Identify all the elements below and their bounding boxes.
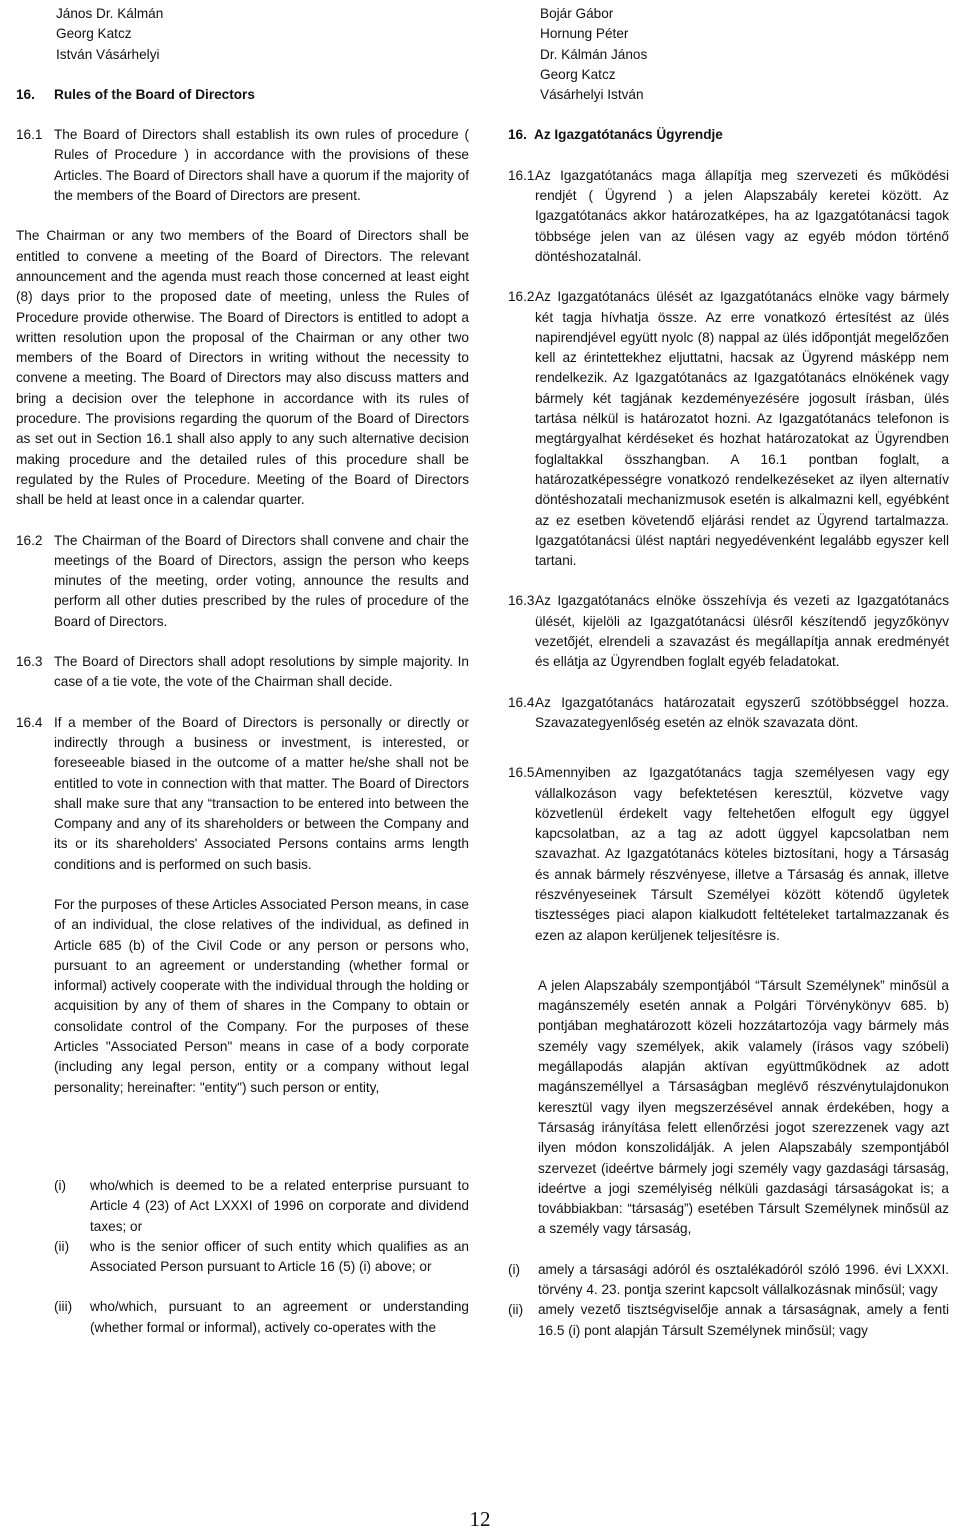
- definition-subitem: [54, 1297, 469, 1338]
- subitem-number: (ii): [54, 1238, 70, 1254]
- associated-person-definition: For the purposes of these Articles Associated Person means, in case of an individual, the close relatives of the individual, as defined in Article 685 (b) of the Civil Code or any person or persons who, pursuant to an agreement or understanding (whether formal or informal) actively cooperate with the individual through the holding or acquisition by any of them of shares in the Company to obtain or consolidate control of the Company. For the purposes of these Articles "Associated Person" means in case of a body corporate (including any legal person, entity or a company without legal personality; hereinafter: "entity") such person or entity,: [54, 896, 469, 1095]
- definition-subitem: [508, 1260, 949, 1301]
- clause-text: Az Igazgatótanács elnöke összehívja és vezeti az Igazgatótanács ülését, kijelöli az Igazgatótanácsi ülésről készítendő jegyzőkönyv vezetőjét, elrendeli a szavazást és megállapítja annak eredményét és ellátja az Ügyrendben foglalt egyéb feladatokat.: [535, 593, 949, 670]
- clause-text: If a member of the Board of Directors is personally or directly or indirectly through a business or investment, is interested, or foreseeable biased in the outcome of a matter he/she shall not be entitled to vote in connection with that matter. The Board of Directors shall make sure that any “transaction to be entered into between the Company and any of its shareholders or between the Company and its or its shareholders' Associated Persons contains arms length conditions and is performed on such basis.: [54, 714, 469, 872]
- signatory-name: János Dr. Kálmán: [56, 6, 164, 21]
- subitem-text: who/which, pursuant to an agreement or understanding (whether formal or informal), actively co-operates with the: [90, 1299, 469, 1335]
- definition-subitem: [508, 1300, 949, 1341]
- section-heading: [508, 125, 949, 145]
- signatory-name: Vásárhelyi István: [540, 87, 644, 103]
- tarsult-szemely-definition: A jelen Alapszabály szempontjából “Társult Személynek” minősül a magánszemély esetén annak a Polgári Törvénykönyv 685. b) pontjában meghatározott közeli hozzátartozója vagy bármely más személy vagy személyek, akik valamely (írásos vagy szóbeli) megállapodás alapján aktívan együttműködnek az adott magánszeméllyel a Társaságban meglévő részvénytulajdonukon keresztül vagy ilyen megszerzésével annak érdekében, hogy a Társaság irányítása felett ellenőrzési jogot szerezzenek vagy azt ilyen módon konszolidálják. A jelen Alapszabály szempontjából szervezet (ideértve bármely jogi személy vagy gazdasági társaság, ideértve a jogi személyiség nélküli gazdasági társaságokat is; a továbbiakban: “társaság”) esetében Társult Személynek minősül az a személy vagy társaság,: [538, 977, 949, 1237]
- clause-text: Az Igazgatótanács határozatait egyszerű szótöbbséggel hozza. Szavazategyenlőség esetén az elnök szavazata dönt.: [535, 694, 949, 730]
- english-column: [16, 4, 469, 1338]
- subitem-text: who is the senior officer of such entity which qualifies as an Associated Person pursuant to Article 16 (5) (i) above; or: [90, 1238, 469, 1275]
- clause-text: Az Igazgatótanács ülését az Igazgatótanács elnöke vagy bármely két tagja hívhatja össze. Az erre vonatkozó értesítést az ülés napirendjével együtt nyolc (8) nappal az ülés időpontját megelőzően kell az érintettekhez eljuttatni, hacsak az Ügyrend másképp nem rendelkezik. Az Igazgatótanács az Igazgatótanács elnökének vagy bármely két tagjának kezdeményezésére jogosult írásban, ülés tartása nélkül is határozatot hozni. Az Igazgatótanács telefonon is megtárgyalhat kérdéseket és hozhat határozatokat az Ügyrendben foglaltakkal összhangban. A 16.1 pontban foglalt, a határozatképességre vonatkozó rendelkezéseket az ilyen alternatív döntéshozatali mechanizmusok esetén is alkalmazni kell, egyébként az ez esetben követendő eljárási rendet az Ügyrend tartalmazza. Igazgatótanácsi ülést naptári negyedévenként legalább egyszer kell tartani.: [535, 289, 949, 569]
- clause-16-3: [508, 591, 949, 672]
- subitem-number: (i): [508, 1261, 521, 1277]
- signatory-name: Dr. Kálmán János: [540, 46, 648, 62]
- section-title: Rules of the Board of Directors: [54, 86, 255, 102]
- hungarian-column: [508, 4, 949, 1341]
- definition-subitem: [54, 1176, 469, 1237]
- clause-number: 16.1: [16, 127, 43, 143]
- clause-16-2: [508, 287, 949, 571]
- page-number: 12: [469, 1507, 491, 1531]
- signatory-names: [56, 4, 469, 65]
- subitem-number: (ii): [508, 1302, 524, 1318]
- subitem-text: amely vezető tisztségviselője annak a társaságnak, amely a fenti 16.5 (i) pont alapján Társult Személynek minősül; vagy: [538, 1302, 949, 1338]
- clause-text: Amennyiben az Igazgatótanács tagja személyesen vagy egy vállalkozáson vagy befektetésen keresztül, közvetve vagy közvetlenül érdekelt vagy feltehetően elfogult egy üggyel kapcsolatban, az a tag az adott üggyel kapcsolatban nem szavazhat. Az Igazgatótanács köteles biztosítani, hogy a Társaság és annak bármely részvényese, illetve a Társaság és annak, illetve részvényeseinek Társult Személyei között kötendő ügyletek tisztességes piaci alapon kialkudott feltételeket tartalmazzanak és ezen az alapon kerüljenek teljesítésre is.: [535, 765, 949, 943]
- definition-subitem: [54, 1237, 469, 1278]
- clause-text: The Board of Directors shall establish its own rules of procedure ( Rules of Procedure ) in accordance with the provisions of these Articles. The Board of Directors shall have a quorum if the majority of the members of the Board of Directors are present.: [54, 127, 469, 204]
- clause-text: Az Igazgatótanács maga állapítja meg szervezeti és működési rendjét ( Ügyrend ) a jelen Alapszabály keretei között. Az Igazgatótanács akkor határozatképes, ha az Igazgatótanácsi tagok többsége jelen van az ülésen vagy az egyéb módon történő döntéshozatalnál.: [535, 167, 949, 264]
- clause-16-4: [508, 693, 949, 734]
- clause-number: 16.5: [508, 765, 535, 781]
- clause-text: The Chairman of the Board of Directors shall convene and chair the meetings of the Board of Directors, assign the person who keeps minutes of the meeting, order voting, announce the results and perform all other duties prescribed by the rules of procedure of the Board of Directors.: [54, 532, 469, 629]
- section-heading: [16, 85, 469, 105]
- subitem-text: who/which is deemed to be a related enterprise pursuant to Article 4 (23) of Act LXXXI of 1996 on corporate and dividend taxes; or: [90, 1177, 469, 1234]
- signatory-name: Georg Katcz: [540, 66, 616, 82]
- subitem-number: (i): [54, 1177, 67, 1193]
- clause-number: 16.3: [508, 593, 535, 609]
- clause-number: 16.4: [16, 714, 43, 730]
- clause-number: 16.2: [508, 289, 535, 305]
- clause-16-5: [508, 763, 949, 946]
- clause-number: 16.1: [508, 167, 535, 183]
- clause-number: 16.4: [508, 694, 535, 710]
- section-number: 16.: [508, 127, 527, 143]
- clause-16-4: [16, 713, 469, 875]
- signatory-names: [540, 4, 949, 105]
- clause-text: The Board of Directors shall adopt resolutions by simple majority. In case of a tie vote, the vote of the Chairman shall decide.: [54, 654, 469, 690]
- clause-number: 16.2: [16, 532, 43, 548]
- signatory-name: Bojár Gábor: [540, 6, 614, 21]
- clause-16-3: [16, 652, 469, 693]
- clause-number: 16.3: [16, 654, 43, 670]
- clause-16-2: [16, 531, 469, 632]
- section-number: 16.: [16, 86, 35, 102]
- section-title: Az Igazgatótanács Ügyrendje: [534, 127, 723, 143]
- signatory-name: Georg Katcz: [56, 26, 132, 42]
- subitem-text: amely a társasági adóról és osztalékadóról szóló 1996. évi LXXXI. törvény 4. 23. pontja szerint kapcsolt vállalkozásnak minősül; vagy: [538, 1261, 949, 1298]
- clause-16-1: [508, 166, 949, 267]
- signatory-name: Hornung Péter: [540, 26, 629, 42]
- subitem-number: (iii): [54, 1299, 73, 1315]
- signatory-name: István Vásárhelyi: [56, 46, 160, 62]
- clause-16-1: [16, 125, 469, 206]
- clause-16-1-paragraph: The Chairman or any two members of the Board of Directors shall be entitled to convene a meeting of the Board of Directors. The relevant announcement and the agenda must reach those concerned at least eight (8) days prior to the proposed date of meeting, unless the Rules of Procedure provide otherwise. The Board of Directors is entitled to adopt a written resolution upon the proposal of the Chairman or any other two members of the Board of Directors in writing without the necessity to convene a meeting. The Board of Directors may also discuss matters and bring a decision over the telephone in accordance with its rules of procedure. The provisions regarding the quorum of the Board of Directors as set out in Section 16.1 shall also apply to any such alternative decision making procedure and the detailed rules of this procedure shall be regulated by the Rules of Procedure. Meeting of the Board of Directors shall be held at least once in a calendar quarter.: [16, 228, 469, 508]
